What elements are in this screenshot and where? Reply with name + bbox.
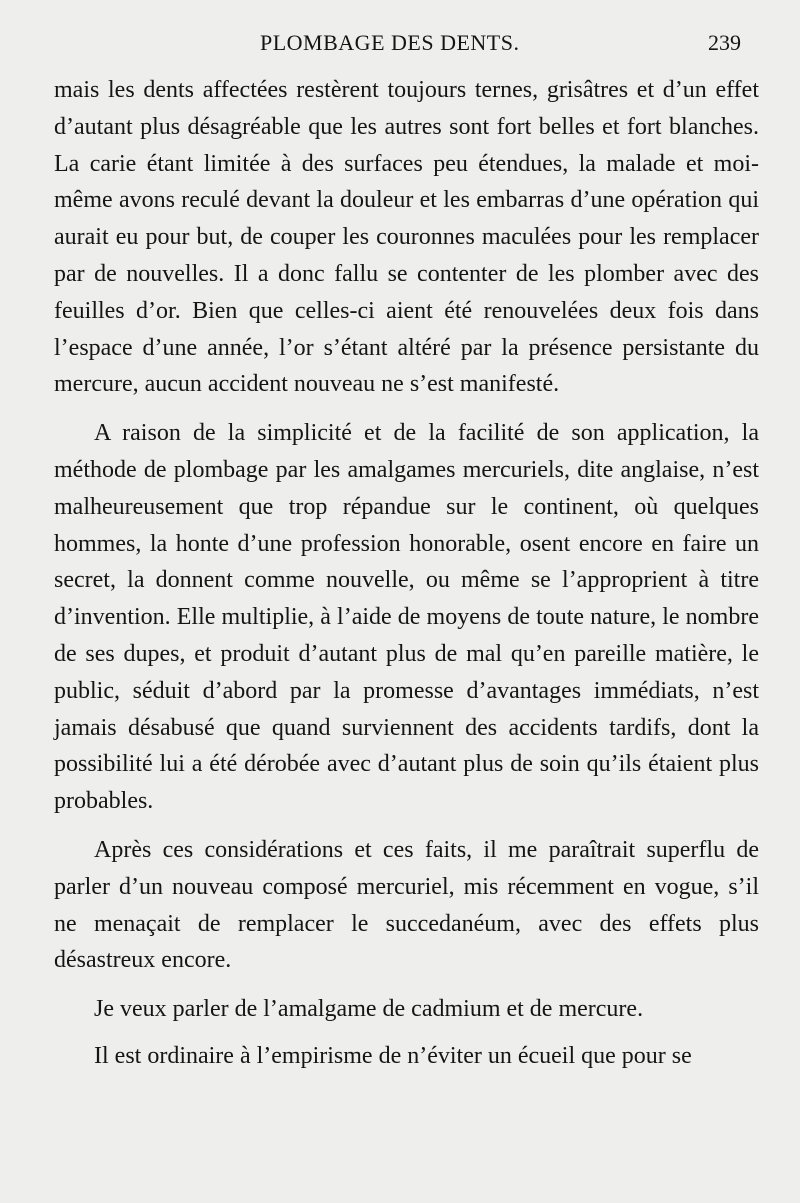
paragraph-empiricism: Il est ordinaire à l’empirisme de n’éviter un écueil que pour se (94, 1042, 692, 1069)
paragraph-cadmium: Je veux parler de l’amalgame de cadmium et de mercure. (94, 996, 644, 1023)
paragraph-amalgam-method: A raison de la simplicité et de la facilité de son application, la méthode de plombage par les amalgames mercuriels, dite anglaise, n’est malheureusement que trop répandue sur le continent, où quelques hommes, la honte d’une profession honorable, osent encore en faire un secret, la donnent comme nouvelle, ou même se l’approprient à titre d’invention. Elle multiplie, à l’aide de moyens de toute nature, le nombre de ses dupes, et produit d’autant plus de mal qu’en pareille matière, le public, séduit d’abord par la promesse d’avantages immédiats, n’est jamais désabusé que quand surviennent des accidents tardifs, dont la possibilité lui a été dérobée avec d’autant plus de soin qu’ils étaient plus probables. (54, 420, 759, 815)
page-number: 239 (708, 30, 741, 55)
paragraph-considerations: Après ces considérations et ces faits, il me paraîtrait superflu de parler d’un nouveau composé mercuriel, mis récemment en vogue, s’il ne menaçait de remplacer le succedanéum, avec des effets plus désastreux encore. (54, 836, 759, 974)
body-text (54, 72, 759, 1075)
paragraph-continuation: mais les dents affectées restèrent toujours ternes, grisâtres et d’un effet d’autant plus désagréable que les autres sont fort belles et fort blanches. La carie étant limitée à des surfaces peu étendues, la malade et moi-même avons reculé devant la douleur et les embarras d’une opération qui aurait eu pour but, de couper les couronnes maculées pour les remplacer par de nouvelles. Il a donc fallu se contenter de les plomber avec des feuilles d’or. Bien que celles-ci aient été renouvelées deux fois dans l’espace d’une année, l’or s’étant altéré par la présence persistante du mercure, aucun accident nouveau ne s’est manifesté. (54, 77, 759, 398)
running-title: PLOMBAGE DES DENTS. (260, 30, 520, 55)
running-header (0, 30, 800, 62)
